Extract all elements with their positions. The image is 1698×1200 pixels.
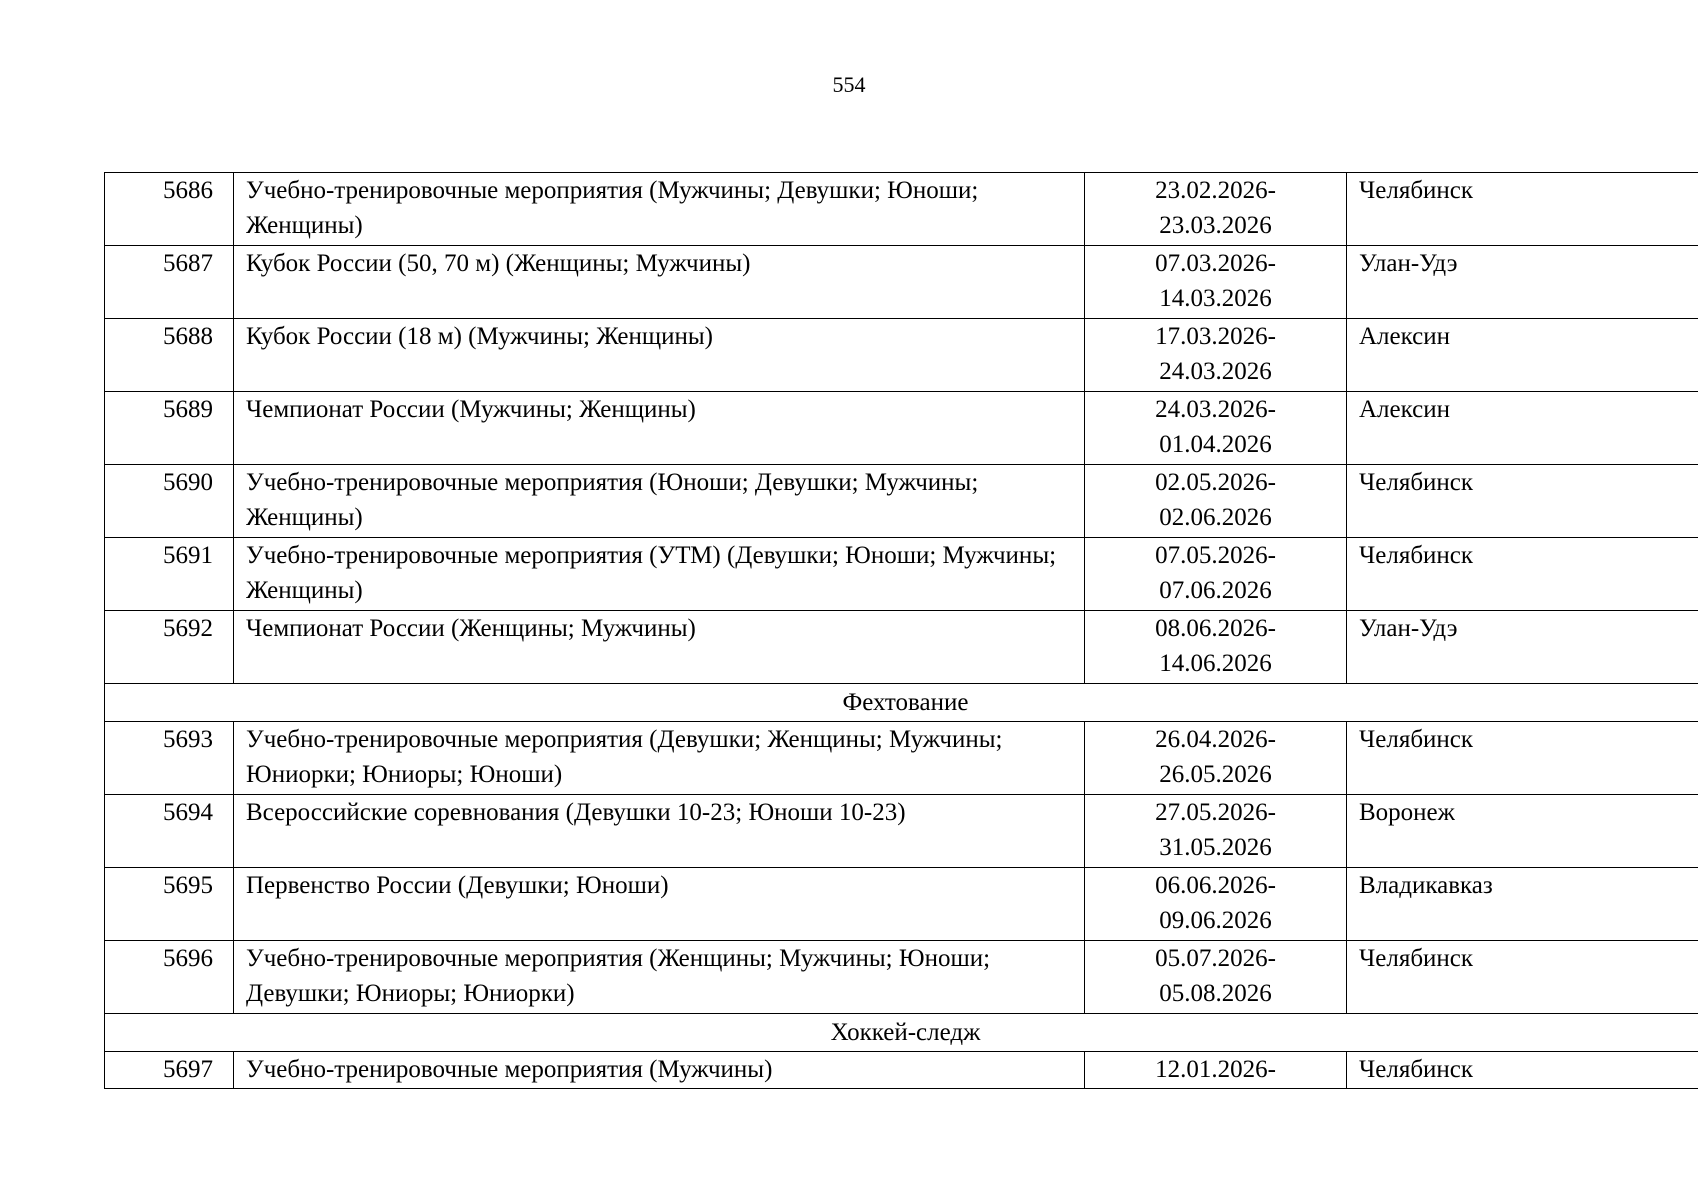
table-row (105, 941, 1698, 1014)
section-row (105, 1014, 1698, 1052)
event-place: Алексин (1347, 319, 1698, 392)
event-name: Учебно-тренировочные мероприятия (Мужчины; Девушки; Юноши; Женщины) (234, 173, 1085, 246)
event-place: Челябинск (1347, 465, 1698, 538)
date-to: 02.06.2026 (1159, 504, 1272, 531)
event-place: Улан-Удэ (1347, 611, 1698, 684)
event-place: Улан-Удэ (1347, 246, 1698, 319)
row-number: 5696 (105, 941, 234, 1014)
event-name: Учебно-тренировочные мероприятия (Юноши; Девушки; Мужчины; Женщины) (234, 465, 1085, 538)
date-to: 31.05.2026 (1159, 834, 1272, 861)
table-row (105, 868, 1698, 941)
row-number: 5691 (105, 538, 234, 611)
table-row (105, 611, 1698, 684)
event-name: Первенство России (Девушки; Юноши) (234, 868, 1085, 941)
event-name: Кубок России (18 м) (Мужчины; Женщины) (234, 319, 1085, 392)
event-dates (1085, 722, 1347, 795)
event-name: Учебно-тренировочные мероприятия (Девушки; Женщины; Мужчины; Юниорки; Юниоры; Юноши) (234, 722, 1085, 795)
event-dates (1085, 611, 1347, 684)
date-from: 07.05.2026- (1155, 542, 1276, 569)
row-number: 5693 (105, 722, 234, 795)
event-dates (1085, 465, 1347, 538)
event-place: Челябинск (1347, 941, 1698, 1014)
row-number: 5692 (105, 611, 234, 684)
date-to: 01.04.2026 (1159, 431, 1272, 458)
event-dates (1085, 941, 1347, 1014)
table-row (105, 465, 1698, 538)
event-place: Алексин (1347, 392, 1698, 465)
date-from: 06.06.2026- (1155, 872, 1276, 899)
date-from: 05.07.2026- (1155, 945, 1276, 972)
date-to: 24.03.2026 (1159, 358, 1272, 385)
date-from: 08.06.2026- (1155, 615, 1276, 642)
date-from: 07.03.2026- (1155, 250, 1276, 277)
event-dates (1085, 319, 1347, 392)
page-number: 554 (832, 72, 866, 97)
date-to: 14.03.2026 (1159, 285, 1272, 312)
section-row (105, 684, 1698, 722)
event-dates (1085, 538, 1347, 611)
date-from: 23.02.2026- (1155, 177, 1276, 204)
event-dates (1085, 246, 1347, 319)
table-row (105, 319, 1698, 392)
row-number: 5686 (105, 173, 234, 246)
event-place: Челябинск (1347, 538, 1698, 611)
event-dates (1085, 868, 1347, 941)
date-to: 05.08.2026 (1159, 980, 1272, 1007)
event-dates (1085, 795, 1347, 868)
date-from: 02.05.2026- (1155, 469, 1276, 496)
date-to: 26.05.2026 (1159, 761, 1272, 788)
section-title: Хоккей-следж (105, 1014, 1698, 1052)
row-number: 5690 (105, 465, 234, 538)
date-from: 26.04.2026- (1155, 726, 1276, 753)
date-to: 09.06.2026 (1159, 907, 1272, 934)
row-number: 5697 (105, 1052, 234, 1089)
event-name: Учебно-тренировочные мероприятия (УТМ) (Девушки; Юноши; Мужчины; Женщины) (234, 538, 1085, 611)
event-name: Чемпионат России (Мужчины; Женщины) (234, 392, 1085, 465)
table-row (105, 1052, 1698, 1089)
event-name: Всероссийские соревнования (Девушки 10-23; Юноши 10-23) (234, 795, 1085, 868)
table-row (105, 173, 1698, 246)
event-dates (1085, 1052, 1347, 1089)
date-from: 27.05.2026- (1155, 799, 1276, 826)
row-number: 5688 (105, 319, 234, 392)
table-row (105, 392, 1698, 465)
row-number: 5689 (105, 392, 234, 465)
event-place: Челябинск (1347, 722, 1698, 795)
table-row (105, 722, 1698, 795)
event-name: Учебно-тренировочные мероприятия (Мужчины) (234, 1052, 1085, 1089)
table-row (105, 538, 1698, 611)
events-table (104, 172, 1698, 1089)
event-place: Челябинск (1347, 173, 1698, 246)
date-to: 14.06.2026 (1159, 650, 1272, 677)
row-number: 5687 (105, 246, 234, 319)
event-dates (1085, 173, 1347, 246)
date-to: 07.06.2026 (1159, 577, 1272, 604)
event-place: Воронеж (1347, 795, 1698, 868)
event-place: Владикавказ (1347, 868, 1698, 941)
table-row (105, 795, 1698, 868)
row-number: 5695 (105, 868, 234, 941)
event-name: Учебно-тренировочные мероприятия (Женщины; Мужчины; Юноши; Девушки; Юниоры; Юниорки) (234, 941, 1085, 1014)
date-from: 12.01.2026- (1155, 1056, 1276, 1083)
event-name: Кубок России (50, 70 м) (Женщины; Мужчины) (234, 246, 1085, 319)
table-row (105, 246, 1698, 319)
event-name: Чемпионат России (Женщины; Мужчины) (234, 611, 1085, 684)
event-place: Челябинск (1347, 1052, 1698, 1089)
date-from: 24.03.2026- (1155, 396, 1276, 423)
date-to: 23.03.2026 (1159, 212, 1272, 239)
date-from: 17.03.2026- (1155, 323, 1276, 350)
row-number: 5694 (105, 795, 234, 868)
section-title: Фехтование (105, 684, 1698, 722)
event-dates (1085, 392, 1347, 465)
